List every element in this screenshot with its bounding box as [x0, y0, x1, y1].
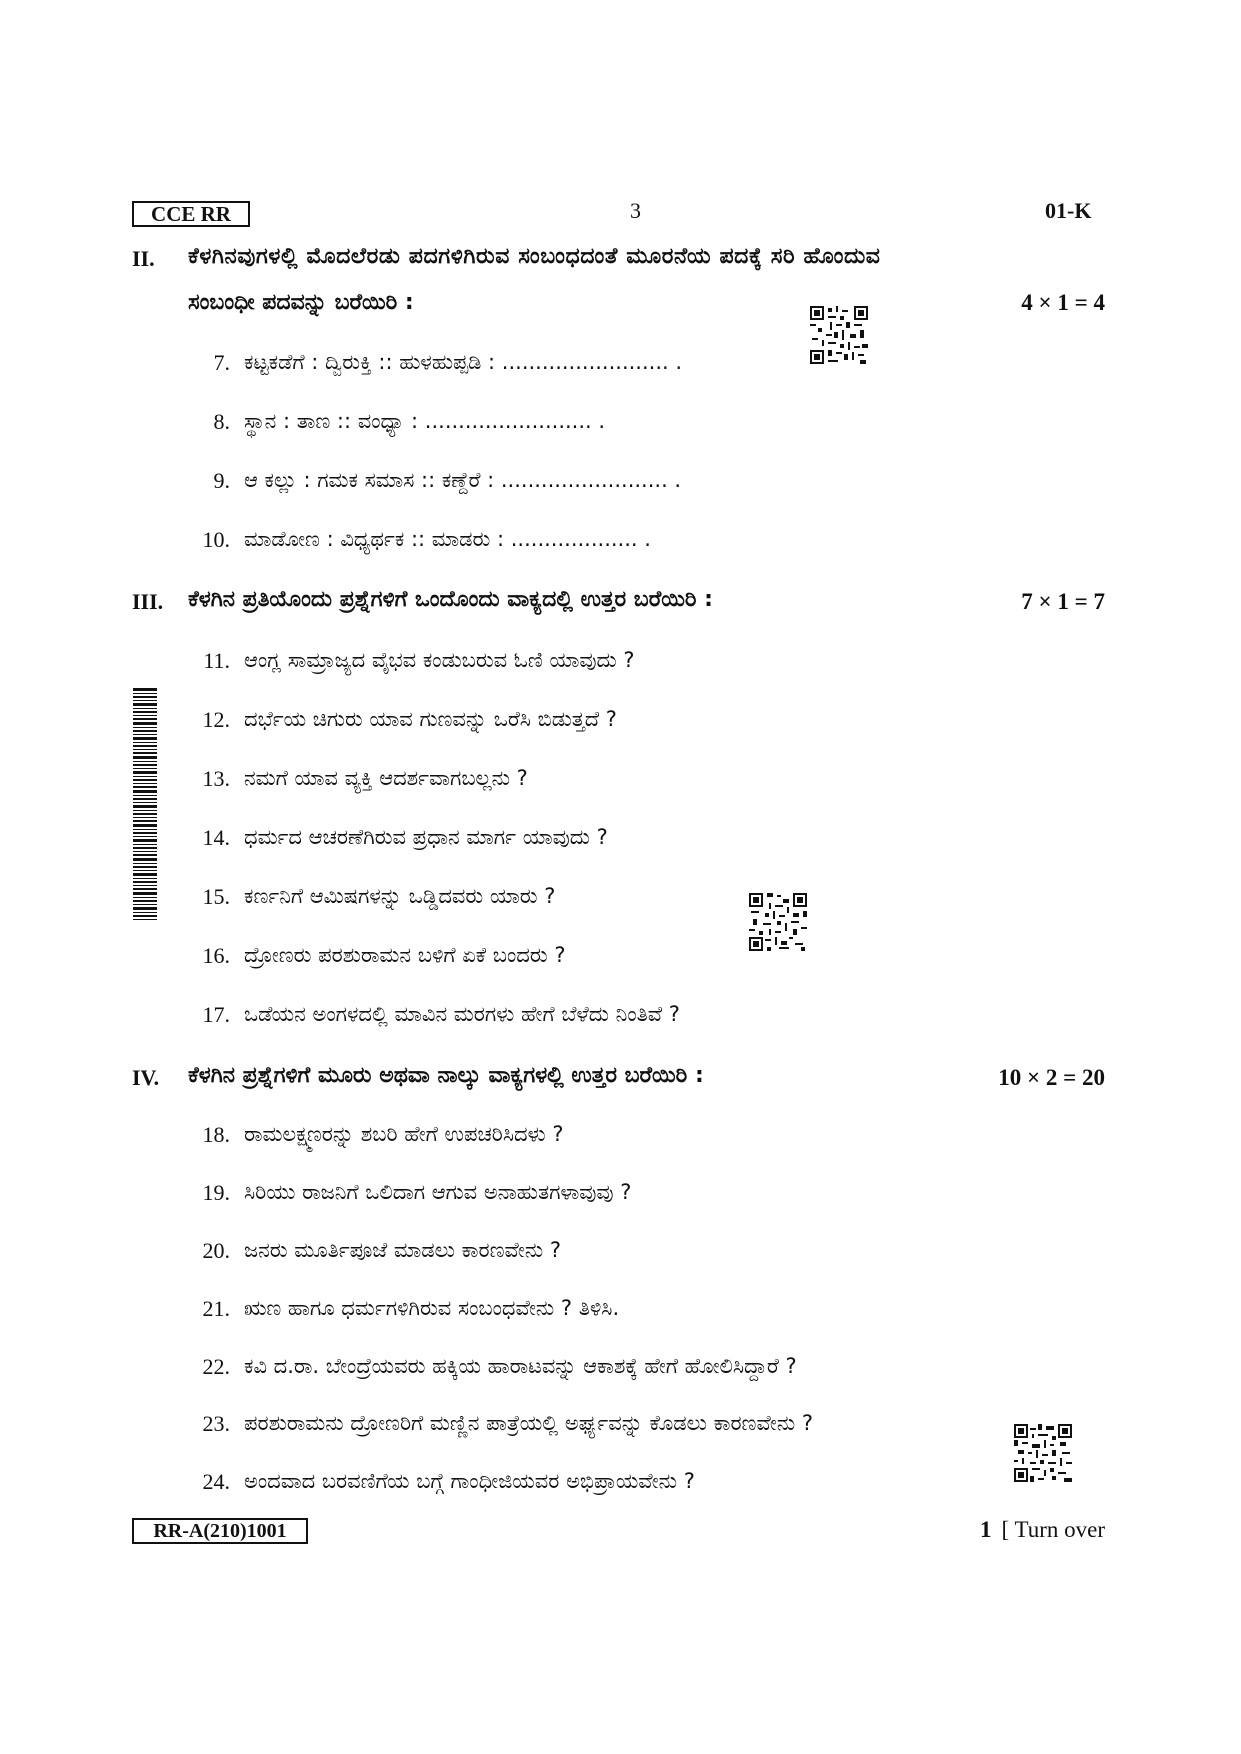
section-marks: 7 × 1 = 7 [1021, 589, 1105, 614]
question-text: ದರ್ಭೆಯ ಚಿಗುರು ಯಾವ ಗುಣವನ್ನು ಒರೆಸಿ ಬಿಡುತ್ತದೆ ? [244, 707, 617, 731]
question-number: 19. [202, 1180, 230, 1205]
qr-code-icon [1014, 1424, 1072, 1482]
question-text: ರಾಮಲಕ್ಷ್ಮಣರನ್ನು ಶಬರಿ ಹೇಗೆ ಉಪಚರಿಸಿದಳು ? [244, 1122, 564, 1146]
footer-page-count: 1 [979, 1517, 992, 1542]
question-text: ಆ ಕಲ್ಲು : ಗಮಕ ಸಮಾಸ :: ಕಣ್ದೆರೆ : ......................... . [244, 468, 682, 492]
question-number: 10. [202, 527, 230, 552]
question-text: ಸ್ಥಾನ : ತಾಣ :: ವಂಧ್ಯಾ : ......................... . [244, 409, 606, 433]
question-text: ಕಟ್ಟಕಡೆಗೆ : ದ್ವಿರುಕ್ತಿ :: ಹುಳಹುಪ್ಪಡಿ : ......................... . [244, 350, 683, 374]
section-instruction: ಕೆಳಗಿನ ಪ್ರಶ್ನೆಗಳಿಗೆ ಮೂರು ಅಥವಾ ನಾಲ್ಕು ವಾಕ್ಯಗಳಲ್ಲಿ ಉತ್ತರ ಬರೆಯಿರಿ : [188, 1063, 704, 1088]
section-number: II. [132, 246, 155, 271]
question-text: ಒಡೆಯನ ಅಂಗಳದಲ್ಲಿ ಮಾವಿನ ಮರಗಳು ಹೇಗೆ ಬೆಳೆದು ನಿಂತಿವೆ ? [244, 1002, 680, 1026]
header-code-box: CCE RR [132, 201, 250, 227]
qr-code-icon [749, 893, 807, 951]
question-number: 17. [202, 1002, 230, 1027]
question-text: ಋಣ ಹಾಗೂ ಧರ್ಮಗಳಿಗಿರುವ ಸಂಬಂಧವೇನು ? ತಿಳಿಸಿ. [244, 1296, 620, 1320]
section-number: III. [132, 589, 164, 614]
question-number: 23. [202, 1411, 230, 1436]
footer-turn-over [980, 1517, 1105, 1543]
section-instruction: ಕೆಳಗಿನ ಪ್ರತಿಯೊಂದು ಪ್ರಶ್ನೆಗಳಿಗೆ ಒಂದೊಂದು ವಾಕ್ಯದಲ್ಲಿ ಉತ್ತರ ಬರೆಯಿರಿ : [188, 587, 713, 612]
question-text: ಸಿರಿಯು ರಾಜನಿಗೆ ಒಲಿದಾಗ ಆಗುವ ಅನಾಹುತಗಳಾವುವು ? [244, 1180, 632, 1204]
question-text: ಅಂದವಾದ ಬರವಣಿಗೆಯ ಬಗ್ಗೆ ಗಾಂಧೀಜಿಯವರ ಅಭಿಪ್ರಾಯವೇನು ? [244, 1469, 695, 1493]
question-text: ಕರ್ಣನಿಗೆ ಆಮಿಷಗಳನ್ನು ಒಡ್ಡಿದವರು ಯಾರು ? [244, 884, 556, 908]
turn-over-text: [ Turn over [1001, 1517, 1105, 1542]
question-text: ನಮಗೆ ಯಾವ ವ್ಯಕ್ತಿ ಆದರ್ಶವಾಗಬಲ್ಲನು ? [244, 766, 528, 790]
section-marks: 4 × 1 = 4 [1021, 290, 1105, 315]
question-number: 18. [202, 1122, 230, 1147]
question-text: ಜನರು ಮೂರ್ತಿಪೂಜೆ ಮಾಡಲು ಕಾರಣವೇನು ? [244, 1238, 561, 1262]
question-text: ದ್ರೋಣರು ಪರಶುರಾಮನ ಬಳಿಗೆ ಏಕೆ ಬಂದರು ? [244, 943, 566, 967]
question-text: ಆಂಗ್ಲ ಸಾಮ್ರಾಜ್ಯದ ವೈಭವ ಕಂಡುಬರುವ ಓಣಿ ಯಾವುದು ? [244, 648, 635, 672]
question-text: ಮಾಡೋಣ : ವಿಧ್ಯರ್ಥಕ :: ಮಾಡರು : ................... . [244, 527, 651, 551]
question-number: 8. [213, 409, 230, 434]
question-text: ಧರ್ಮದ ಆಚರಣೆಗಿರುವ ಪ್ರಧಾನ ಮಾರ್ಗ ಯಾವುದು ? [244, 825, 608, 849]
section-instruction: ಸಂಬಂಧೀ ಪದವನ್ನು ಬರೆಯಿರಿ : [188, 290, 414, 315]
question-number: 9. [213, 468, 230, 493]
page-number: 3 [630, 198, 641, 223]
question-text: ಕವಿ ದ.ರಾ. ಬೇಂದ್ರೆಯವರು ಹಕ್ಕಿಯ ಹಾರಾಟವನ್ನು ಆಕಾಶಕ್ಕೆ ಹೇಗೆ ಹೋಲಿಸಿದ್ದಾರೆ ? [244, 1354, 797, 1378]
section-marks: 10 × 2 = 20 [998, 1065, 1105, 1090]
question-number: 14. [202, 825, 230, 850]
question-number: 15. [202, 884, 230, 909]
question-number: 24. [202, 1469, 230, 1494]
paper-code: 01-K [1045, 198, 1092, 223]
question-number: 13. [202, 766, 230, 791]
question-number: 22. [202, 1354, 230, 1379]
section-instruction: ಕೆಳಗಿನವುಗಳಲ್ಲಿ ಮೊದಲೆರಡು ಪದಗಳಿಗಿರುವ ಸಂಬಂಧದಂತೆ ಮೂರನೆಯ ಪದಕ್ಕೆ ಸರಿ ಹೊಂದುವ [188, 244, 881, 269]
question-number: 20. [202, 1238, 230, 1263]
footer-code-box: RR-A(210)1001 [132, 1518, 308, 1544]
barcode-icon [133, 688, 157, 920]
question-text: ಪರಶುರಾಮನು ದ್ರೋಣರಿಗೆ ಮಣ್ಣಿನ ಪಾತ್ರೆಯಲ್ಲಿ ಅರ್ಘ್ಯವನ್ನು ಕೊಡಲು ಕಾರಣವೇನು ? [244, 1411, 813, 1435]
qr-code-icon [810, 306, 868, 364]
section-number: IV. [132, 1065, 160, 1090]
question-number: 7. [213, 350, 230, 375]
question-number: 11. [203, 648, 230, 673]
question-number: 12. [202, 707, 230, 732]
question-number: 21. [202, 1296, 230, 1321]
question-number: 16. [202, 943, 230, 968]
